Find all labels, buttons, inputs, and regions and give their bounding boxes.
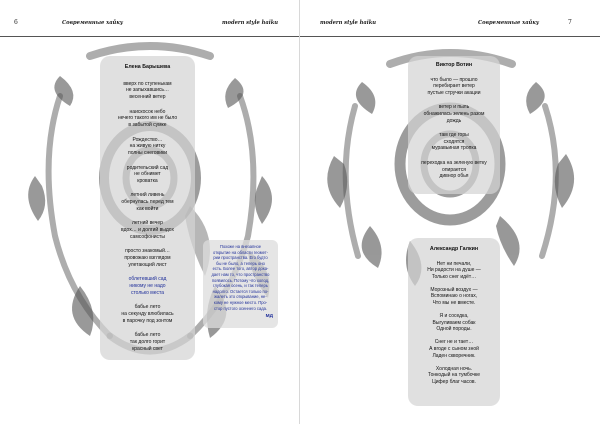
haiku-line: нечего такого им не было	[117, 115, 178, 122]
haiku-line: ветер и пыль	[438, 104, 470, 111]
haiku-stanza	[100, 248, 195, 268]
haiku-line: улетающий лист	[128, 261, 167, 268]
haiku-line: в забытой сумке	[128, 121, 167, 128]
haiku-line: Цифер благ часов.	[432, 378, 476, 385]
haiku-line: Выгуливаем собак	[432, 319, 476, 326]
haiku-stanza	[100, 81, 195, 101]
haiku-line: вдох… и долгий выдох	[120, 227, 174, 234]
author-name: Александр Галкин	[429, 246, 479, 252]
haiku-line: самсофонисты	[130, 233, 165, 240]
haiku-line: летний вечер	[132, 220, 163, 227]
haiku-stanza	[408, 287, 500, 307]
commentary-line: надолго. Остается только по-	[212, 288, 269, 294]
haiku-line: обнажилась зелень разом	[423, 110, 485, 117]
haiku-line: Нет ни печали,	[436, 260, 472, 267]
commentary-line: глубокая осень, и так теперь	[213, 283, 268, 289]
haiku-line: Снег не и тает…	[434, 339, 474, 346]
haiku-stanza	[100, 332, 195, 352]
commentary-note	[203, 240, 278, 328]
commentary-line: стор пустого осеннего сада.	[213, 305, 268, 311]
page-number: 7	[568, 19, 572, 26]
commentary-line: жалеть это открывание, не-	[214, 294, 267, 300]
commentary-line: бы не было, а теперь оно	[216, 260, 265, 266]
haiku-line: наискосок небо	[129, 108, 166, 115]
haiku-stanza	[100, 304, 195, 324]
haiku-line: не запыхавшись…	[125, 87, 170, 94]
haiku-line: Холодная ночь.	[435, 365, 473, 372]
commentary-line: кому не нужное место. Про-	[213, 299, 268, 305]
haiku-list	[100, 81, 195, 353]
haiku-stanza	[408, 160, 500, 180]
header-title: Современные хайку	[62, 20, 123, 26]
haiku-line: обернулась перед тем	[121, 199, 174, 206]
haiku-stanza	[408, 104, 500, 124]
haiku-line: Тонкодый на тумбочке	[427, 372, 481, 379]
page-header-left	[0, 0, 300, 37]
haiku-line: что было — прошло	[430, 76, 478, 83]
haiku-stanza	[100, 109, 195, 129]
haiku-line: Что мы не вместе.	[432, 300, 476, 307]
haiku-stanza	[408, 339, 500, 359]
commentary-line: Похоже на внезапное	[219, 244, 262, 249]
haiku-line: так долго горит	[129, 338, 166, 345]
haiku-line: Ладен скворечник.	[432, 352, 476, 359]
haiku-line: Вспоминаю о ногах,	[430, 293, 478, 300]
haiku-line: на секунду влюбилась	[121, 310, 174, 317]
header-subtitle: modern style haiku	[222, 20, 279, 26]
haiku-line: пустые стручки акации	[427, 89, 481, 96]
haiku-line: Я и соседка,	[439, 313, 469, 320]
haiku-line: бабье лето	[134, 304, 161, 311]
haiku-card-right-top	[408, 56, 500, 194]
author-name: Виктор Вотин	[435, 62, 473, 68]
haiku-line: в парочку под зонтом	[122, 317, 173, 324]
haiku-line: не обнимет	[134, 171, 161, 178]
haiku-stanza	[100, 192, 195, 212]
haiku-line: переходка на зеленую ветку	[421, 159, 487, 166]
haiku-line: Только снег идёт…	[431, 273, 477, 280]
haiku-line: никому не надо	[129, 282, 166, 289]
haiku-line: вверх по ступенькам	[123, 80, 172, 87]
haiku-line: Рождество…	[132, 136, 163, 143]
haiku-line: муравьиная тропка	[431, 145, 477, 152]
haiku-line: провожаю взглядом	[124, 255, 171, 261]
haiku-stanza	[408, 313, 500, 333]
haiku-stanza	[100, 276, 195, 296]
haiku-stanza	[408, 77, 500, 97]
haiku-line: опирается	[442, 166, 466, 173]
haiku-line: облетевший сад	[128, 276, 167, 283]
commentary-line: есть. Более того, автор дока-	[212, 266, 269, 272]
header-subtitle: modern style haiku	[320, 20, 377, 26]
commentary-line: открытие на области геомет-	[213, 249, 268, 255]
haiku-line: дождь	[446, 117, 462, 124]
haiku-line: дивнор обья	[439, 173, 469, 180]
haiku-line: Ни радости на душе —	[427, 267, 481, 274]
haiku-stanza	[100, 220, 195, 240]
haiku-card-right-bottom	[408, 238, 500, 406]
header-title: Современные хайку	[478, 20, 539, 26]
commentary-line: появилось. Потому что холод,	[211, 277, 270, 283]
haiku-list	[408, 77, 500, 180]
haiku-line: перебирает ветер	[433, 83, 475, 90]
haiku-line: родительский сад	[126, 164, 169, 171]
haiku-stanza	[408, 261, 500, 281]
haiku-line: кроватка	[137, 177, 158, 184]
haiku-line: бабье лето	[134, 332, 161, 339]
haiku-line: А вгоде с сыном зной	[429, 346, 479, 353]
haiku-line: на живую нитку	[129, 143, 166, 150]
haiku-card-left	[100, 56, 195, 360]
haiku-line: как войти	[136, 205, 159, 212]
haiku-line: Одной породы.	[436, 326, 472, 333]
haiku-line: весенний ветер	[129, 93, 166, 100]
haiku-list	[408, 261, 500, 386]
commentary-line: рии пространства. Его будто	[213, 255, 268, 261]
haiku-line: столько места	[130, 289, 165, 296]
haiku-line: красный свет	[132, 345, 163, 352]
haiku-line: просто знакомый…	[125, 248, 170, 255]
right-page	[300, 0, 600, 424]
page-number: 6	[14, 19, 18, 26]
author-name: Елена Барышева	[124, 64, 171, 70]
haiku-stanza	[408, 132, 500, 152]
haiku-line: полны снеговики	[127, 149, 167, 156]
haiku-line: летний ливень	[130, 192, 165, 199]
commentary-signature: МД	[265, 314, 273, 320]
haiku-line: там где горы	[439, 132, 469, 139]
haiku-line: Морозный воздух —	[430, 286, 478, 293]
haiku-stanza	[100, 137, 195, 157]
commentary-text	[208, 244, 273, 311]
haiku-line: сходятся	[443, 138, 465, 145]
haiku-stanza	[408, 366, 500, 386]
haiku-stanza	[100, 165, 195, 185]
page-header-right	[300, 0, 600, 37]
commentary-line: дает нам то, что пространство	[211, 271, 270, 277]
